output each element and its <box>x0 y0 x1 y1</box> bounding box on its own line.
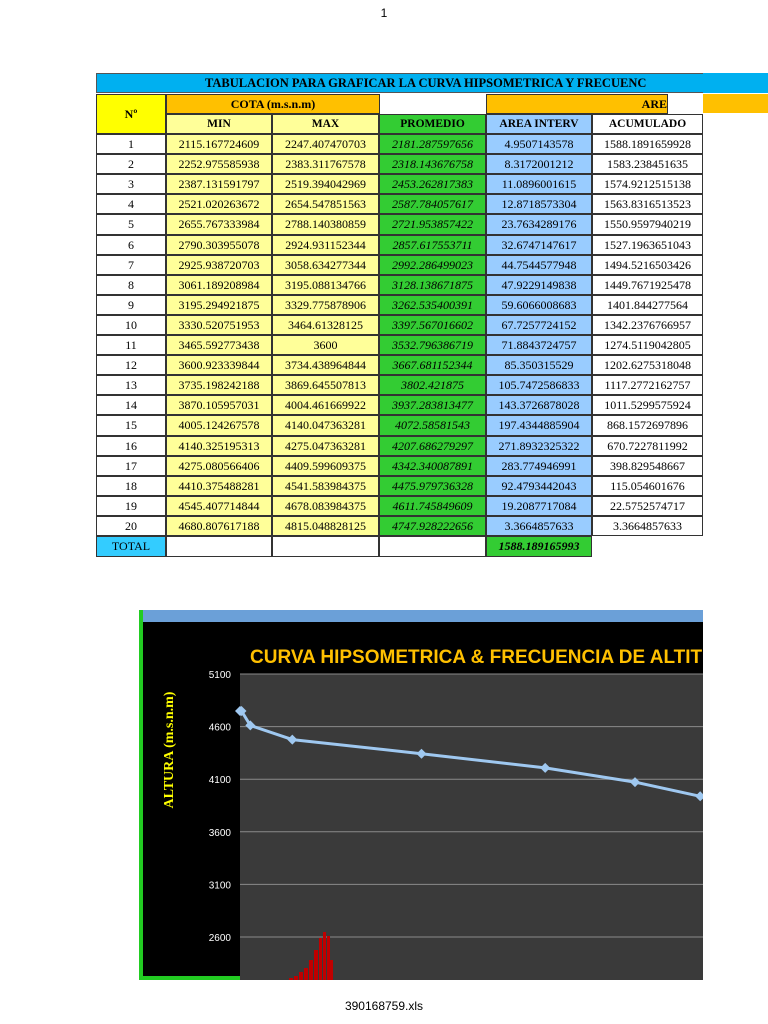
row-number: 19 <box>96 496 166 516</box>
row-number: 8 <box>96 275 166 295</box>
cell-promedio: 3128.138671875 <box>379 275 486 295</box>
cell-max: 4275.047363281 <box>272 436 379 456</box>
cell-promedio: 2181.287597656 <box>379 134 486 154</box>
cell-promedio: 3802.421875 <box>379 375 486 395</box>
frequency-bar <box>323 932 326 980</box>
cell-acumulado: 1342.2376766957 <box>592 315 703 335</box>
cell-max: 3329.775878906 <box>272 295 379 315</box>
cell-max: 2383.311767578 <box>272 154 379 174</box>
row-number: 2 <box>96 154 166 174</box>
hypsometric-chart <box>139 610 703 980</box>
cell-max: 3195.088134766 <box>272 275 379 295</box>
y-tick-label: 3600 <box>208 827 231 839</box>
cell-max: 2247.407470703 <box>272 134 379 154</box>
y-tick-label: 5100 <box>208 670 231 681</box>
cell-acumulado: 1583.238451635 <box>592 154 703 174</box>
row-number: 7 <box>96 255 166 275</box>
cell-area-interv: 11.0896001615 <box>486 174 592 194</box>
cell-promedio: 4611.745849609 <box>379 496 486 516</box>
cell-max: 2788.140380859 <box>272 214 379 235</box>
cell-promedio: 2992.286499023 <box>379 255 486 275</box>
row-number: 12 <box>96 355 166 375</box>
y-tick-label: 3100 <box>208 880 231 892</box>
cell-area-interv: 8.3172001212 <box>486 154 592 174</box>
cell-min: 3600.923339844 <box>166 355 272 375</box>
cell-min: 4140.325195313 <box>166 436 272 456</box>
title-row-overflow <box>703 73 768 93</box>
cell-acumulado: 1588.1891659928 <box>592 134 703 154</box>
cell-acumulado: 1274.5119042805 <box>592 335 703 355</box>
y-tick-label: 4100 <box>208 775 231 787</box>
frequency-bar <box>304 968 308 980</box>
cell-area-interv: 67.7257724152 <box>486 315 592 335</box>
row-number: 20 <box>96 516 166 536</box>
cell-promedio: 4072.58581543 <box>379 415 486 436</box>
cell-max: 4409.599609375 <box>272 456 379 476</box>
cell-area-interv: 92.4793442043 <box>486 476 592 496</box>
cell-area-interv: 105.7472586833 <box>486 375 592 395</box>
total-empty-min <box>166 536 272 557</box>
cell-acumulado: 1449.7671925478 <box>592 275 703 295</box>
header-area: ARE <box>486 94 668 114</box>
cell-max: 4815.048828125 <box>272 516 379 536</box>
cell-max: 3869.645507813 <box>272 375 379 395</box>
column-header-acumulado: ACUMULADO <box>592 114 703 134</box>
cell-max: 3058.634277344 <box>272 255 379 275</box>
table-title: TABULACION PARA GRAFICAR LA CURVA HIPSOMETRICA Y FRECUENC <box>96 73 703 93</box>
cell-area-interv: 47.9229149838 <box>486 275 592 295</box>
y-tick-label: 2600 <box>208 933 231 944</box>
cell-min: 2790.303955078 <box>166 235 272 255</box>
frequency-bar <box>319 938 322 980</box>
chart-canvas <box>139 610 703 980</box>
cell-min: 4680.807617188 <box>166 516 272 536</box>
cell-area-interv: 85.350315529 <box>486 355 592 375</box>
cell-promedio: 4475.979736328 <box>379 476 486 496</box>
row-number: 13 <box>96 375 166 395</box>
cell-acumulado: 1011.5299575924 <box>592 395 703 415</box>
cell-acumulado: 670.7227811992 <box>592 436 703 456</box>
cell-promedio: 3937.283813477 <box>379 395 486 415</box>
area-header-overflow <box>703 94 768 113</box>
cell-promedio: 3667.681152344 <box>379 355 486 375</box>
cell-min: 3330.520751953 <box>166 315 272 335</box>
cell-min: 4005.124267578 <box>166 415 272 436</box>
cell-area-interv: 71.8843724757 <box>486 335 592 355</box>
column-header-area-interv: AREA INTERV <box>486 114 592 134</box>
header-number: Nº <box>96 94 166 134</box>
cell-max: 3600 <box>272 335 379 355</box>
cell-min: 2387.131591797 <box>166 174 272 194</box>
cell-promedio: 3532.796386719 <box>379 335 486 355</box>
cell-max: 4140.047363281 <box>272 415 379 436</box>
frequency-bar <box>299 972 303 980</box>
cell-acumulado: 1401.844277564 <box>592 295 703 315</box>
cell-promedio: 2453.262817383 <box>379 174 486 194</box>
cell-area-interv: 271.8932325322 <box>486 436 592 456</box>
row-number: 6 <box>96 235 166 255</box>
column-header-promedio: PROMEDIO <box>379 114 486 134</box>
cell-area-interv: 12.8718573304 <box>486 194 592 214</box>
cell-acumulado: 1117.2772162757 <box>592 375 703 395</box>
cell-min: 4545.407714844 <box>166 496 272 516</box>
cell-max: 3734.438964844 <box>272 355 379 375</box>
y-axis-label: ALTURA (m.s.n.m) <box>162 691 177 809</box>
row-number: 3 <box>96 174 166 194</box>
frequency-bar <box>330 960 333 980</box>
cell-min: 2655.767333984 <box>166 214 272 235</box>
row-number: 17 <box>96 456 166 476</box>
cell-min: 2252.975585938 <box>166 154 272 174</box>
cell-acumulado: 868.1572697896 <box>592 415 703 436</box>
cell-min: 4410.375488281 <box>166 476 272 496</box>
chart-title: CURVA HIPSOMETRICA & FRECUENCIA DE ALTIT <box>250 647 703 668</box>
row-number: 16 <box>96 436 166 456</box>
cell-area-interv: 44.7544577948 <box>486 255 592 275</box>
frequency-bar <box>294 976 298 980</box>
cell-promedio: 3397.567016602 <box>379 315 486 335</box>
cell-acumulado: 22.5752574717 <box>592 496 703 516</box>
cell-promedio: 4747.928222656 <box>379 516 486 536</box>
cell-promedio: 4342.340087891 <box>379 456 486 476</box>
row-number: 10 <box>96 315 166 335</box>
total-empty-promedio <box>379 536 486 557</box>
cell-area-interv: 143.3726878028 <box>486 395 592 415</box>
cell-min: 2115.167724609 <box>166 134 272 154</box>
cell-min: 3195.294921875 <box>166 295 272 315</box>
cell-min: 4275.080566406 <box>166 456 272 476</box>
cell-acumulado: 115.054601676 <box>592 476 703 496</box>
cell-promedio: 2318.143676758 <box>379 154 486 174</box>
cell-area-interv: 283.774946991 <box>486 456 592 476</box>
page-number: 1 <box>380 6 388 20</box>
row-number: 14 <box>96 395 166 415</box>
cell-area-interv: 32.6747147617 <box>486 235 592 255</box>
cell-area-interv: 23.7634289176 <box>486 214 592 235</box>
cell-acumulado: 1494.5216503426 <box>592 255 703 275</box>
cell-acumulado: 1202.6275318048 <box>592 355 703 375</box>
cell-promedio: 2721.953857422 <box>379 214 486 235</box>
cell-min: 3061.189208984 <box>166 275 272 295</box>
total-empty-max <box>272 536 379 557</box>
frequency-bar <box>289 978 293 980</box>
cell-acumulado: 398.829548667 <box>592 456 703 476</box>
cell-acumulado: 1574.9212515138 <box>592 174 703 194</box>
frequency-bar <box>309 960 313 980</box>
cell-min: 3465.592773438 <box>166 335 272 355</box>
header-cota: COTA (m.s.n.m) <box>166 94 380 114</box>
row-number: 4 <box>96 194 166 214</box>
cell-area-interv: 3.3664857633 <box>486 516 592 536</box>
cell-promedio: 3262.535400391 <box>379 295 486 315</box>
cell-max: 4678.083984375 <box>272 496 379 516</box>
spreadsheet-table <box>96 73 703 557</box>
row-number: 18 <box>96 476 166 496</box>
total-label: TOTAL <box>96 536 166 557</box>
footer-filename: 390168759.xls <box>344 999 424 1013</box>
cell-area-interv: 197.4344885904 <box>486 415 592 436</box>
cell-acumulado: 1563.8316513523 <box>592 194 703 214</box>
frequency-bar <box>327 936 330 980</box>
total-area: 1588.189165993 <box>486 536 592 557</box>
cell-min: 3735.198242188 <box>166 375 272 395</box>
cell-area-interv: 4.9507143578 <box>486 134 592 154</box>
plot-area <box>240 674 703 980</box>
cell-max: 4004.461669922 <box>272 395 379 415</box>
cell-min: 2925.938720703 <box>166 255 272 275</box>
cell-max: 2924.931152344 <box>272 235 379 255</box>
cell-area-interv: 59.6066008683 <box>486 295 592 315</box>
cell-acumulado: 3.3664857633 <box>592 516 703 536</box>
cell-promedio: 2857.617553711 <box>379 235 486 255</box>
cell-area-interv: 19.2087717084 <box>486 496 592 516</box>
frequency-bar <box>314 950 318 980</box>
column-header-max: MAX <box>272 114 379 134</box>
cell-max: 4541.583984375 <box>272 476 379 496</box>
cell-min: 3870.105957031 <box>166 395 272 415</box>
row-number: 9 <box>96 295 166 315</box>
row-number: 5 <box>96 214 166 235</box>
row-number: 15 <box>96 415 166 436</box>
cell-min: 2521.020263672 <box>166 194 272 214</box>
chart-top-strip <box>139 610 703 622</box>
column-header-min: MIN <box>166 114 272 134</box>
cell-acumulado: 1550.9597940219 <box>592 214 703 235</box>
row-number: 1 <box>96 134 166 154</box>
cell-promedio: 2587.784057617 <box>379 194 486 214</box>
chart-left-border <box>139 610 143 980</box>
cell-acumulado: 1527.1963651043 <box>592 235 703 255</box>
y-tick-label: 4600 <box>208 722 231 734</box>
row-number: 11 <box>96 335 166 355</box>
cell-promedio: 4207.686279297 <box>379 436 486 456</box>
cell-max: 3464.61328125 <box>272 315 379 335</box>
cell-max: 2519.394042969 <box>272 174 379 194</box>
cell-max: 2654.547851563 <box>272 194 379 214</box>
